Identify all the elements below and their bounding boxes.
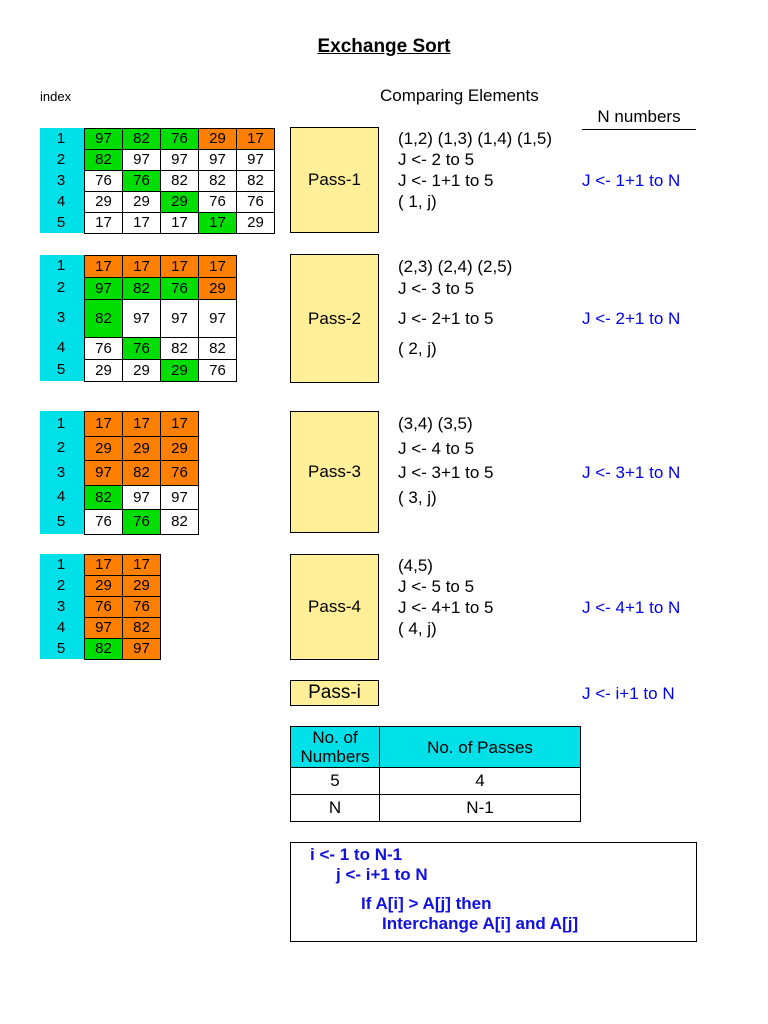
algorithm-line-inner-loop: j <- i+1 to N — [336, 865, 428, 884]
array-cell: 76 — [122, 596, 161, 618]
array-cell: 29 — [160, 436, 199, 461]
array-cell: 97 — [84, 128, 123, 150]
j-range-rule: J <- 2+1 to N — [582, 309, 681, 328]
array-cell: 29 — [198, 277, 237, 300]
array-cell: 82 — [160, 509, 199, 535]
array-cell: 76 — [160, 277, 199, 300]
array-cell: 29 — [160, 191, 199, 213]
summary-table — [290, 726, 581, 822]
pass-i-rule: J <- i+1 to N — [582, 684, 675, 703]
array-cell: 29 — [122, 436, 161, 461]
array-cell: 97 — [122, 149, 161, 171]
algorithm-line-interchange: Interchange A[i] and A[j] — [382, 914, 579, 933]
array-cell: 76 — [84, 170, 123, 192]
summary-cell: N — [291, 795, 380, 822]
index-cell: 5 — [56, 513, 66, 530]
array-cell: 82 — [160, 337, 199, 360]
index-cell: 1 — [56, 415, 66, 432]
array-cell: 76 — [236, 191, 275, 213]
array-cell: 76 — [122, 170, 161, 192]
array-cell: 17 — [198, 255, 237, 278]
pass-box: Pass-4 — [290, 554, 379, 660]
array-cell: 29 — [122, 575, 161, 597]
summary-header-row — [291, 727, 581, 768]
array-cell: 29 — [84, 359, 123, 382]
array-cell: 29 — [84, 436, 123, 461]
index-cell: 1 — [56, 556, 66, 573]
algorithm-line-condition: If A[i] > A[j] then — [361, 894, 492, 913]
array-cell: 76 — [160, 128, 199, 150]
array-cell: 97 — [198, 149, 237, 171]
pass-i-box — [290, 680, 379, 706]
index-cell: 4 — [56, 619, 66, 636]
comparison-line: J <- 2 to 5 — [398, 150, 475, 169]
array-cell: 82 — [84, 638, 123, 660]
array-cell: 17 — [236, 128, 275, 150]
array-cell: 97 — [198, 299, 237, 338]
index-cell: 3 — [56, 598, 66, 615]
array-cell: 76 — [198, 191, 237, 213]
array-cell: 17 — [160, 411, 199, 437]
comparison-line: ( 4, j) — [398, 619, 437, 638]
array-cell: 97 — [84, 460, 123, 486]
index-cell: 1 — [56, 130, 66, 147]
array-cell: 97 — [122, 638, 161, 660]
array-cell: 17 — [84, 411, 123, 437]
array-cell: 97 — [160, 149, 199, 171]
array-cell: 82 — [122, 460, 161, 486]
array-cell: 17 — [122, 255, 161, 278]
summary-row — [291, 795, 581, 822]
array-cell: 76 — [84, 596, 123, 618]
index-cell: 2 — [56, 279, 66, 296]
comparison-line: (1,2) (1,3) (1,4) (1,5) — [398, 129, 552, 148]
comparison-line: J <- 4 to 5 — [398, 439, 475, 458]
array-cell: 29 — [84, 191, 123, 213]
array-cell: 76 — [84, 337, 123, 360]
array-cell: 17 — [84, 554, 123, 576]
index-cell: 4 — [56, 193, 66, 210]
j-range-rule: J <- 4+1 to N — [582, 598, 681, 617]
array-cell: 82 — [160, 170, 199, 192]
array-cell: 17 — [122, 212, 161, 234]
array-cell: 76 — [84, 509, 123, 535]
array-cell: 82 — [122, 128, 161, 150]
array-cell: 82 — [198, 170, 237, 192]
array-cell: 29 — [122, 359, 161, 382]
index-cell: 5 — [56, 214, 66, 231]
array-cell: 82 — [84, 485, 123, 510]
array-cell: 97 — [84, 617, 123, 639]
j-range-rule: J <- 3+1 to N — [582, 463, 681, 482]
n-numbers-heading: N numbers — [582, 107, 696, 130]
comparison-line: J <- 3+1 to 5 — [398, 463, 494, 482]
index-label: index — [40, 89, 72, 104]
pass-box: Pass-1 — [290, 127, 379, 233]
index-cell: 1 — [56, 257, 66, 274]
index-column — [40, 128, 84, 233]
array-cell: 97 — [160, 299, 199, 338]
index-column — [40, 255, 84, 381]
index-cell: 2 — [56, 439, 66, 456]
comparison-line: J <- 1+1 to 5 — [398, 171, 494, 190]
array-cell: 97 — [160, 485, 199, 510]
comparing-elements-heading: Comparing Elements — [380, 86, 539, 105]
j-range-rule: J <- 1+1 to N — [582, 171, 681, 190]
comparison-line: (4,5) — [398, 556, 433, 575]
index-column — [40, 411, 84, 534]
summary-cell: 5 — [291, 768, 380, 795]
array-cell: 29 — [84, 575, 123, 597]
pass-box: Pass-2 — [290, 254, 379, 383]
comparison-line: ( 1, j) — [398, 192, 437, 211]
comparison-line: (2,3) (2,4) (2,5) — [398, 257, 513, 276]
array-cell: 17 — [122, 411, 161, 437]
array-cell: 76 — [160, 460, 199, 486]
array-cell: 29 — [122, 191, 161, 213]
index-cell: 3 — [56, 309, 66, 326]
algorithm-box — [290, 842, 697, 942]
array-cell: 29 — [198, 128, 237, 150]
array-cell: 97 — [122, 299, 161, 338]
header-no-of-passes: No. of Passes — [380, 727, 581, 768]
array-cell: 82 — [198, 337, 237, 360]
array-cell: 82 — [84, 149, 123, 171]
array-cell: 17 — [122, 554, 161, 576]
index-cell: 4 — [56, 488, 66, 505]
array-cell: 17 — [160, 212, 199, 234]
comparison-line: J <- 4+1 to 5 — [398, 598, 494, 617]
comparison-line: J <- 5 to 5 — [398, 577, 475, 596]
array-cell: 17 — [198, 212, 237, 234]
array-cell: 82 — [122, 277, 161, 300]
index-cell: 3 — [56, 464, 66, 481]
array-cell: 17 — [84, 255, 123, 278]
index-cell: 5 — [56, 361, 66, 378]
comparison-line: ( 3, j) — [398, 488, 437, 507]
header-no-of-numbers: No. of Numbers — [291, 727, 380, 768]
array-cell: 76 — [122, 509, 161, 535]
comparison-line: ( 2, j) — [398, 339, 437, 358]
algorithm-line-outer-loop: i <- 1 to N-1 — [310, 845, 403, 864]
pass-i-label: Pass-i — [308, 682, 361, 703]
array-cell: 82 — [84, 299, 123, 338]
index-cell: 4 — [56, 339, 66, 356]
comparison-line: J <- 2+1 to 5 — [398, 309, 494, 328]
index-cell: 2 — [56, 577, 66, 594]
summary-cell: N-1 — [380, 795, 581, 822]
summary-row — [291, 768, 581, 795]
index-column — [40, 554, 84, 659]
pass-box: Pass-3 — [290, 411, 379, 533]
array-cell: 97 — [236, 149, 275, 171]
index-cell: 2 — [56, 151, 66, 168]
array-cell: 17 — [160, 255, 199, 278]
comparison-line: J <- 3 to 5 — [398, 279, 475, 298]
page-title: Exchange Sort — [317, 36, 451, 57]
index-cell: 5 — [56, 640, 66, 657]
array-cell: 76 — [198, 359, 237, 382]
summary-cell: 4 — [380, 768, 581, 795]
array-cell: 17 — [84, 212, 123, 234]
array-cell: 29 — [160, 359, 199, 382]
index-cell: 3 — [56, 172, 66, 189]
array-cell: 82 — [236, 170, 275, 192]
array-cell: 82 — [122, 617, 161, 639]
comparison-line: (3,4) (3,5) — [398, 414, 473, 433]
array-cell: 76 — [122, 337, 161, 360]
array-cell: 97 — [122, 485, 161, 510]
array-cell: 97 — [84, 277, 123, 300]
array-cell: 29 — [236, 212, 275, 234]
